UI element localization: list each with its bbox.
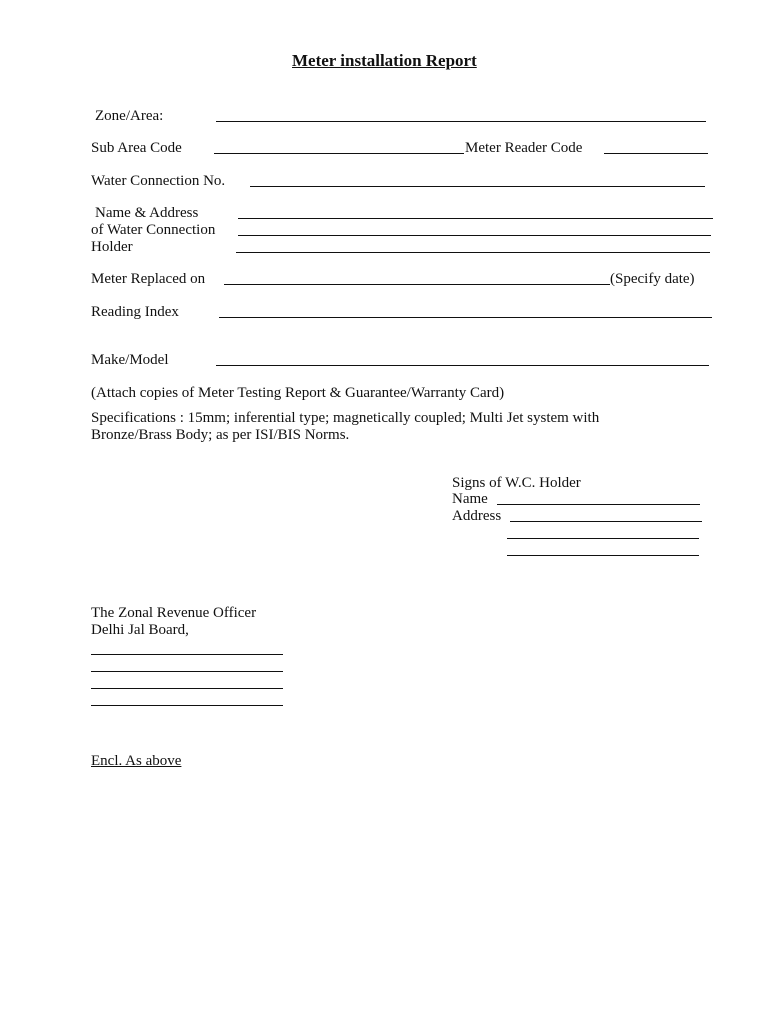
water-connection-no-label: Water Connection No. bbox=[91, 173, 226, 189]
meter-replaced-on-field[interactable] bbox=[224, 272, 610, 285]
name-address-field-3[interactable] bbox=[236, 240, 710, 253]
signature-address-label: Address bbox=[452, 508, 502, 524]
signature-address-field-1[interactable] bbox=[510, 509, 702, 522]
name-address-label-2: of Water Connection bbox=[91, 222, 216, 238]
attach-note: (Attach copies of Meter Testing Report & Guarantee/Warranty Card) bbox=[91, 385, 505, 401]
meter-reader-code-label: Meter Reader Code bbox=[465, 140, 583, 156]
sub-area-code-label: Sub Area Code bbox=[91, 140, 182, 156]
make-model-field[interactable] bbox=[216, 353, 709, 366]
name-address-field-2[interactable] bbox=[238, 223, 711, 236]
reading-index-label: Reading Index bbox=[91, 304, 179, 320]
signature-heading: Signs of W.C. Holder bbox=[452, 475, 581, 491]
addressee-address-field-3[interactable] bbox=[91, 676, 283, 689]
addressee-line-2: Delhi Jal Board, bbox=[91, 622, 189, 638]
signature-name-field[interactable] bbox=[497, 492, 700, 505]
addressee-address-field-4[interactable] bbox=[91, 693, 283, 706]
page-title: Meter installation Report bbox=[292, 51, 477, 70]
name-address-field-1[interactable] bbox=[238, 206, 713, 219]
meter-reader-code-field[interactable] bbox=[604, 141, 708, 154]
specifications-line-2: Bronze/Brass Body; as per ISI/BIS Norms. bbox=[91, 427, 350, 443]
addressee-address-field-2[interactable] bbox=[91, 659, 283, 672]
reading-index-field[interactable] bbox=[219, 305, 712, 318]
meter-replaced-on-label: Meter Replaced on bbox=[91, 271, 206, 287]
signature-address-field-3[interactable] bbox=[507, 543, 699, 556]
sub-area-code-field[interactable] bbox=[214, 141, 464, 154]
addressee-address-field-1[interactable] bbox=[91, 642, 283, 655]
water-connection-no-field[interactable] bbox=[250, 174, 705, 187]
specifications-line-1: Specifications : 15mm; inferential type; magnetically coupled; Multi Jet system with bbox=[91, 410, 600, 426]
specify-date-note: (Specify date) bbox=[610, 271, 695, 287]
name-address-label-3: Holder bbox=[91, 239, 133, 255]
addressee-line-1: The Zonal Revenue Officer bbox=[91, 605, 257, 621]
make-model-label: Make/Model bbox=[91, 352, 169, 368]
signature-name-label: Name bbox=[452, 491, 488, 507]
signature-address-field-2[interactable] bbox=[507, 526, 699, 539]
enclosure-note: Encl. As above bbox=[91, 753, 182, 769]
zone-area-field[interactable] bbox=[216, 109, 706, 122]
name-address-label-1: Name & Address bbox=[95, 205, 199, 221]
zone-area-label: Zone/Area: bbox=[95, 108, 164, 124]
